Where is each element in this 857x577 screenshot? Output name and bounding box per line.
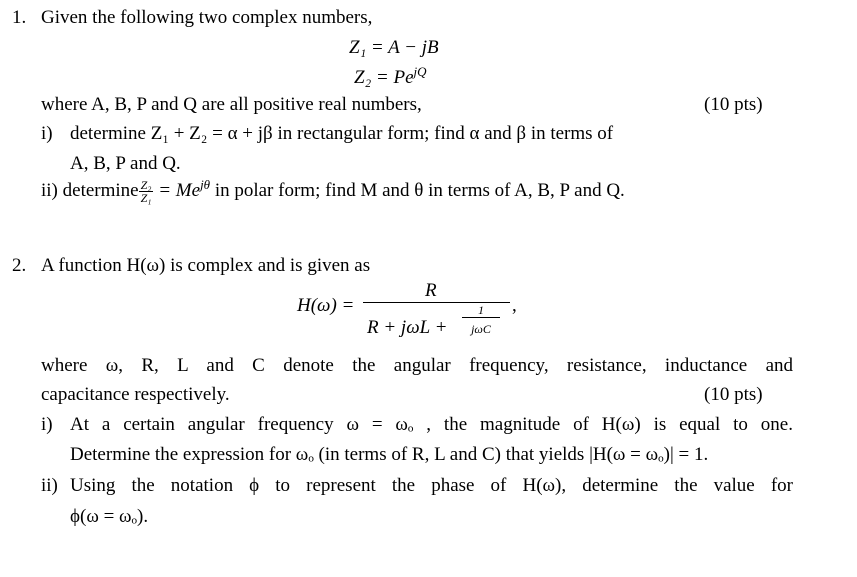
q2-part-i-text: At a certain angular frequency ω = ωₒ , the magnitude of H(ω) is equal to one.	[70, 414, 793, 435]
q2-inner-fraction-numerator: 1	[462, 304, 500, 318]
q1-part-i-text: determine Z₁ + Z₂ = α + jβ in rectangular form; find α and β in terms of	[70, 123, 614, 144]
q1-equation-z1: Z₁ = A − jB	[349, 37, 439, 58]
q2-part-ii-text: Using the notation ϕ to represent the phase of H(ω), determine the value for	[70, 475, 793, 496]
q2-part-i-label: i)	[41, 414, 53, 435]
q1-equation-z2	[354, 65, 427, 87]
q1-equation-z2-base: Z₂ = Pe	[354, 67, 414, 88]
q1-intro: Given the following two complex numbers,	[41, 7, 373, 28]
q2-main-fraction-bar	[363, 302, 510, 303]
q2-part-i-text-cont: Determine the expression for ωₒ (in terms of R, L and C) that yields |H(ω = ωₒ)| = 1.	[70, 444, 709, 465]
q1-part-i-label: i)	[41, 123, 53, 144]
q2-transfer-denominator: R + jωL +	[367, 317, 448, 338]
q1-polar-exponent: jθ	[200, 177, 211, 192]
q2-part-ii-text-cont: ϕ(ω = ωₒ).	[70, 506, 149, 527]
q2-part-ii-label: ii)	[41, 475, 58, 496]
q1-ratio-numerator: Z₂	[140, 178, 152, 193]
q1-ratio-fraction	[139, 179, 154, 204]
q2-points: (10 pts)	[704, 384, 763, 405]
q1-equation-z2-exponent: jQ	[413, 64, 427, 79]
q2-number: 2.	[12, 255, 27, 276]
q1-polar-form: = Me	[153, 180, 201, 201]
q1-part-ii-rest: in polar form; find M and θ in terms of A, B, P and Q.	[210, 180, 625, 201]
q2-where-text: where ω, R, L and C denote the angular frequency, resistance, inductance and	[41, 355, 793, 376]
q1-part-ii	[41, 178, 625, 204]
q2-transfer-numerator: R	[425, 280, 437, 301]
q1-part-ii-label: ii)	[41, 180, 58, 201]
q1-points: (10 pts)	[704, 94, 763, 115]
q2-where-text-cont: capacitance respectively.	[41, 384, 230, 405]
q1-part-i-text-cont: A, B, P and Q.	[70, 153, 181, 174]
q2-inner-fraction-denominator: jωC	[471, 322, 491, 336]
q2-intro: A function H(ω) is complex and is given as	[41, 255, 371, 276]
q1-where-text: where A, B, P and Q are all positive real numbers,	[41, 94, 422, 115]
q2-transfer-lhs: H(ω) =	[297, 295, 355, 316]
q1-ratio-denominator: Z₁	[140, 191, 152, 206]
q1-part-ii-word: determine	[62, 180, 139, 201]
q2-transfer-comma: ,	[512, 295, 517, 316]
q1-number: 1.	[12, 7, 27, 28]
